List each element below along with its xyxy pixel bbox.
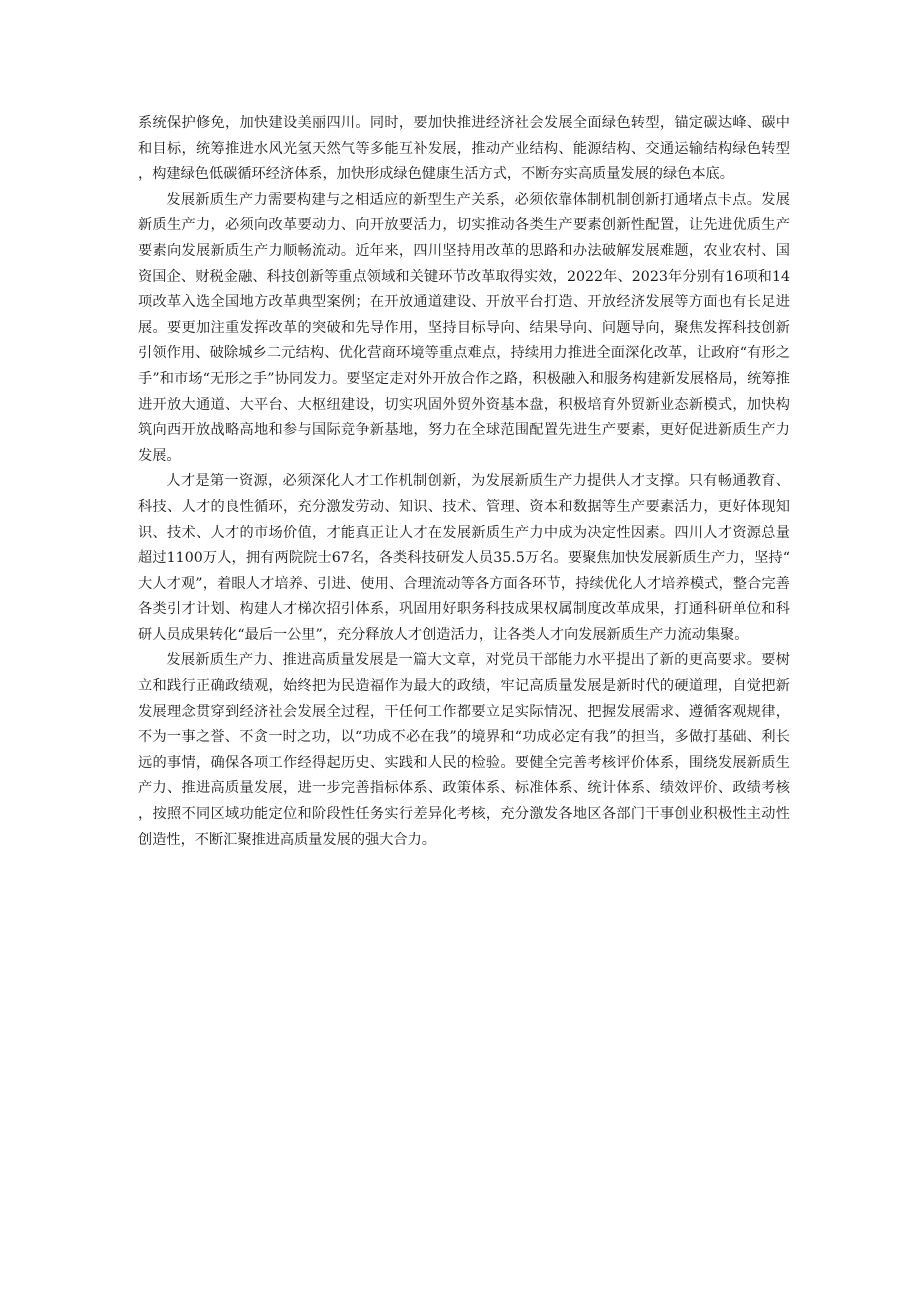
paragraph-talent: 人才是第一资源，必须深化人才工作机制创新，为发展新质生产力提供人才支撑。只有畅通教育、科技、人才的良性循环，充分激发劳动、知识、技术、管理、资本和数据等生产要素活力，更好体现知识、技术、人才的市场价值，才能真正让人才在发展新质生产力中成为决定性因素。四川人才资源总量超过1100万人，拥有两院院士67名，各类科技研发人员35.5万名。要聚焦加快发展新质生产力，坚持“大人才观”，着眼人才培养、引进、使用、合理流动等各方面各环节，持续优化人才培养模式，整合完善各类引才计划、构建人才梯次招引体系，巩固用好职务科技成果权属制度改革成果，打通科研单位和科研人员成果转化“最后一公里”，充分释放人才创造活力，让各类人才向发展新质生产力流动集聚。 [138,473,790,643]
document-body [138,111,790,853]
paragraph-cadres: 发展新质生产力、推进高质量发展是一篇大文章，对党员干部能力水平提出了新的更高要求。要树立和践行正确政绩观，始终把为民造福作为最大的政绩，牢记高质量发展是新时代的硬道理，自觉把新发展理念贯穿到经济社会发展全过程，干任何工作都要立足实际情况、把握发展需求、遵循客观规律，不为一事之誉、不贪一时之功，以“功成不必在我”的境界和“功成必定有我”的担当，多做打基础、利长远的事情，确保各项工作经得起历史、实践和人民的检验。要健全完善考核评价体系，围绕发展新质生产力、推进高质量发展，进一步完善指标体系、政策体系、标准体系、统计体系、绩效评价、政绩考核，按照不同区域功能定位和阶段性任务实行差异化考核，充分激发各地区各部门干事创业积极性主动性创造性，不断汇聚推进高质量发展的强大合力。 [138,652,790,848]
paragraph-reform-opening: 发展新质生产力需要构建与之相适应的新型生产关系，必须依靠体制机制创新打通堵点卡点。发展新质生产力，必须向改革要动力、向开放要活力，切实推动各类生产要素创新性配置，让先进优质生产要素向发展新质生产力顺畅流动。近年来，四川坚持用改革的思路和办法破解发展难题，农业农村、国资国企、财税金融、科技创新等重点领域和关键环节改革取得实效，2022年、2023年分别有16项和14项改革入选全国地方改革典型案例；在开放通道建设、开放平台打造、开放经济发展等方面也有长足进展。要更加注重发挥改革的突破和先导作用，坚持目标导向、结果导向、问题导向，聚焦发挥科技创新引领作用、破除城乡二元结构、优化营商环境等重点难点，持续用力推进全面深化改革，让政府“有形之手”和市场“无形之手”协同发力。要坚定走对外开放合作之路，积极融入和服务构建新发展格局，统筹推进开放大通道、大平台、大枢纽建设，切实巩固外贸外资基本盘，积极培育外贸新业态新模式，加快构筑向西开放战略高地和参与国际竞争新基地，努力在全球范围配置先进生产要素，更好促进新质生产力发展。 [138,191,790,464]
paragraph-continuation: 系统保护修免，加快建设美丽四川。同时，要加快推进经济社会发展全面绿色转型，锚定碳达峰、碳中和目标，统筹推进水风光氢天然气等多能互补发展，推动产业结构、能源结构、交通运输结构绿色转型，构建绿色低碳循环经济体系，加快形成绿色健康生活方式，不断夯实高质量发展的绿色本底。 [138,115,790,183]
